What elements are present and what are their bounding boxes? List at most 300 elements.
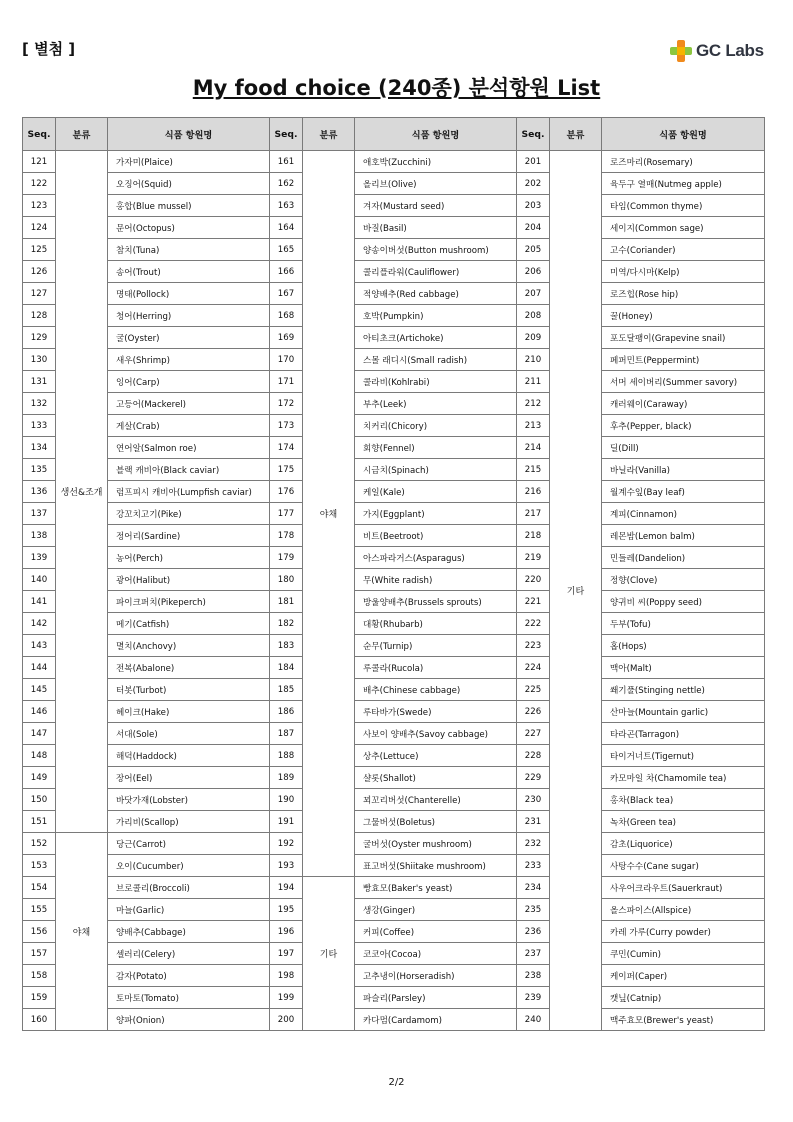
food-antigen-cell: 바닷가재(Lobster) — [108, 789, 270, 811]
food-antigen-cell: 호박(Pumpkin) — [355, 305, 517, 327]
food-antigen-cell: 타라곤(Tarragon) — [602, 723, 765, 745]
seq-cell: 131 — [23, 371, 56, 393]
food-antigen-cell: 문어(Octopus) — [108, 217, 270, 239]
seq-cell: 136 — [23, 481, 56, 503]
seq-cell: 236 — [517, 921, 550, 943]
seq-cell: 230 — [517, 789, 550, 811]
seq-cell: 192 — [270, 833, 303, 855]
food-antigen-cell: 블랙 캐비아(Black caviar) — [108, 459, 270, 481]
food-antigen-cell: 루타바가(Swede) — [355, 701, 517, 723]
seq-cell: 224 — [517, 657, 550, 679]
seq-cell: 229 — [517, 767, 550, 789]
seq-cell: 240 — [517, 1009, 550, 1031]
food-antigen-cell: 적양배추(Red cabbage) — [355, 283, 517, 305]
seq-cell: 198 — [270, 965, 303, 987]
seq-cell: 188 — [270, 745, 303, 767]
food-antigen-cell: 포도달팽이(Grapevine snail) — [602, 327, 765, 349]
seq-cell: 239 — [517, 987, 550, 1009]
seq-cell: 173 — [270, 415, 303, 437]
food-antigen-cell: 농어(Perch) — [108, 547, 270, 569]
food-antigen-cell: 콜라비(Kohlrabi) — [355, 371, 517, 393]
food-antigen-cell: 새우(Shrimp) — [108, 349, 270, 371]
seq-cell: 177 — [270, 503, 303, 525]
food-antigen-cell: 정향(Clove) — [602, 569, 765, 591]
food-antigen-cell: 양파(Onion) — [108, 1009, 270, 1031]
food-antigen-cell: 맥주효모(Brewer's yeast) — [602, 1009, 765, 1031]
food-antigen-cell: 계피(Cinnamon) — [602, 503, 765, 525]
seq-cell: 133 — [23, 415, 56, 437]
page-number: 2/2 — [388, 1077, 405, 1088]
seq-cell: 223 — [517, 635, 550, 657]
seq-cell: 200 — [270, 1009, 303, 1031]
seq-cell: 145 — [23, 679, 56, 701]
seq-cell: 144 — [23, 657, 56, 679]
food-antigen-cell: 스몰 래디시(Small radish) — [355, 349, 517, 371]
seq-cell: 233 — [517, 855, 550, 877]
food-antigen-cell: 터봇(Turbot) — [108, 679, 270, 701]
food-header: 식품 항원명 — [108, 118, 270, 151]
seq-cell: 210 — [517, 349, 550, 371]
food-antigen-cell: 민들레(Dandelion) — [602, 547, 765, 569]
table-row — [23, 437, 765, 459]
seq-cell: 217 — [517, 503, 550, 525]
seq-header: Seq. — [270, 118, 303, 151]
seq-cell: 123 — [23, 195, 56, 217]
seq-cell: 235 — [517, 899, 550, 921]
seq-cell: 216 — [517, 481, 550, 503]
food-antigen-cell: 오이(Cucumber) — [108, 855, 270, 877]
food-header: 식품 항원명 — [602, 118, 765, 151]
table-row — [23, 349, 765, 371]
seq-cell: 161 — [270, 151, 303, 173]
seq-cell: 218 — [517, 525, 550, 547]
food-antigen-cell: 케이퍼(Caper) — [602, 965, 765, 987]
seq-cell: 153 — [23, 855, 56, 877]
food-antigen-cell: 양송이버섯(Button mushroom) — [355, 239, 517, 261]
seq-cell: 176 — [270, 481, 303, 503]
food-antigen-cell: 굴(Oyster) — [108, 327, 270, 349]
food-antigen-cell: 연어알(Salmon roe) — [108, 437, 270, 459]
seq-cell: 158 — [23, 965, 56, 987]
seq-cell: 122 — [23, 173, 56, 195]
food-antigen-cell: 녹차(Green tea) — [602, 811, 765, 833]
seq-cell: 187 — [270, 723, 303, 745]
table-row — [23, 305, 765, 327]
food-antigen-cell: 배추(Chinese cabbage) — [355, 679, 517, 701]
food-antigen-cell: 상추(Lettuce) — [355, 745, 517, 767]
food-antigen-cell: 꿀(Honey) — [602, 305, 765, 327]
food-antigen-cell: 샬롯(Shallot) — [355, 767, 517, 789]
food-antigen-cell: 대황(Rhubarb) — [355, 613, 517, 635]
food-antigen-cell: 코코아(Cocoa) — [355, 943, 517, 965]
table-row — [23, 459, 765, 481]
seq-cell: 234 — [517, 877, 550, 899]
seq-cell: 149 — [23, 767, 56, 789]
food-antigen-cell: 전복(Abalone) — [108, 657, 270, 679]
food-antigen-cell: 맥아(Malt) — [602, 657, 765, 679]
seq-cell: 138 — [23, 525, 56, 547]
table-row — [23, 767, 765, 789]
seq-cell: 195 — [270, 899, 303, 921]
category-cell: 야채 — [303, 151, 355, 877]
food-antigen-cell: 토마토(Tomato) — [108, 987, 270, 1009]
table-row — [23, 855, 765, 877]
seq-cell: 159 — [23, 987, 56, 1009]
food-antigen-cell: 고수(Coriander) — [602, 239, 765, 261]
food-antigen-cell: 서대(Sole) — [108, 723, 270, 745]
category-header: 분류 — [56, 118, 108, 151]
seq-cell: 197 — [270, 943, 303, 965]
table-row — [23, 239, 765, 261]
food-antigen-cell: 페퍼민트(Peppermint) — [602, 349, 765, 371]
food-antigen-cell: 시금치(Spinach) — [355, 459, 517, 481]
seq-cell: 151 — [23, 811, 56, 833]
table-row — [23, 745, 765, 767]
seq-cell: 139 — [23, 547, 56, 569]
seq-cell: 203 — [517, 195, 550, 217]
food-antigen-cell: 세이지(Common sage) — [602, 217, 765, 239]
food-antigen-cell: 표고버섯(Shiitake mushroom) — [355, 855, 517, 877]
seq-cell: 168 — [270, 305, 303, 327]
seq-cell: 178 — [270, 525, 303, 547]
food-antigen-cell: 캣닢(Catnip) — [602, 987, 765, 1009]
food-antigen-cell: 빵효모(Baker's yeast) — [355, 877, 517, 899]
seq-cell: 146 — [23, 701, 56, 723]
food-antigen-cell: 부추(Leek) — [355, 393, 517, 415]
seq-cell: 141 — [23, 591, 56, 613]
table-row — [23, 877, 765, 899]
food-antigen-cell: 양배추(Cabbage) — [108, 921, 270, 943]
seq-cell: 155 — [23, 899, 56, 921]
food-antigen-cell: 메기(Catfish) — [108, 613, 270, 635]
category-header: 분류 — [550, 118, 602, 151]
seq-cell: 171 — [270, 371, 303, 393]
food-antigen-cell: 셀러리(Celery) — [108, 943, 270, 965]
table-header-row — [23, 118, 765, 151]
food-antigen-cell: 쿠민(Cumin) — [602, 943, 765, 965]
food-antigen-cell: 멸치(Anchovy) — [108, 635, 270, 657]
food-antigen-cell: 장어(Eel) — [108, 767, 270, 789]
table-row — [23, 195, 765, 217]
food-antigen-cell: 월계수잎(Bay leaf) — [602, 481, 765, 503]
food-antigen-cell: 무(White radish) — [355, 569, 517, 591]
food-antigen-cell: 가리비(Scallop) — [108, 811, 270, 833]
seq-cell: 181 — [270, 591, 303, 613]
table-row — [23, 921, 765, 943]
food-antigen-cell: 카레 가루(Curry powder) — [602, 921, 765, 943]
table-body — [23, 151, 765, 1031]
food-antigen-cell: 감자(Potato) — [108, 965, 270, 987]
food-antigen-cell: 홍차(Black tea) — [602, 789, 765, 811]
table-row — [23, 415, 765, 437]
seq-cell: 124 — [23, 217, 56, 239]
food-antigen-cell: 사보이 양배추(Savoy cabbage) — [355, 723, 517, 745]
seq-cell: 183 — [270, 635, 303, 657]
table-row — [23, 987, 765, 1009]
seq-header: Seq. — [23, 118, 56, 151]
food-header: 식품 항원명 — [355, 118, 517, 151]
seq-cell: 129 — [23, 327, 56, 349]
food-antigen-cell: 사탕수수(Cane sugar) — [602, 855, 765, 877]
seq-cell: 201 — [517, 151, 550, 173]
seq-cell: 148 — [23, 745, 56, 767]
seq-cell: 228 — [517, 745, 550, 767]
attachment-label: [ 별첨 ] — [22, 40, 76, 58]
seq-cell: 125 — [23, 239, 56, 261]
seq-cell: 206 — [517, 261, 550, 283]
food-antigen-cell: 루콜라(Rucola) — [355, 657, 517, 679]
food-antigen-cell: 카다멈(Cardamom) — [355, 1009, 517, 1031]
seq-cell: 186 — [270, 701, 303, 723]
seq-cell: 147 — [23, 723, 56, 745]
seq-cell: 211 — [517, 371, 550, 393]
food-antigen-cell: 홉(Hops) — [602, 635, 765, 657]
food-antigen-cell: 레몬밤(Lemon balm) — [602, 525, 765, 547]
seq-cell: 231 — [517, 811, 550, 833]
food-antigen-cell: 케일(Kale) — [355, 481, 517, 503]
seq-cell: 179 — [270, 547, 303, 569]
table-row — [23, 1009, 765, 1031]
seq-cell: 208 — [517, 305, 550, 327]
table-row — [23, 481, 765, 503]
seq-cell: 140 — [23, 569, 56, 591]
food-antigen-cell: 캐러웨이(Caraway) — [602, 393, 765, 415]
food-antigen-cell: 감초(Liquorice) — [602, 833, 765, 855]
table-row — [23, 657, 765, 679]
seq-cell: 132 — [23, 393, 56, 415]
food-antigen-cell: 로즈힙(Rose hip) — [602, 283, 765, 305]
table-row — [23, 833, 765, 855]
category-cell: 야채 — [56, 833, 108, 1031]
food-antigen-table — [22, 117, 765, 1031]
food-antigen-cell: 송어(Trout) — [108, 261, 270, 283]
seq-cell: 166 — [270, 261, 303, 283]
table-row — [23, 943, 765, 965]
seq-cell: 135 — [23, 459, 56, 481]
table-row — [23, 635, 765, 657]
seq-cell: 156 — [23, 921, 56, 943]
food-antigen-cell: 순무(Turnip) — [355, 635, 517, 657]
food-antigen-cell: 두부(Tofu) — [602, 613, 765, 635]
seq-cell: 170 — [270, 349, 303, 371]
table-row — [23, 371, 765, 393]
seq-cell: 191 — [270, 811, 303, 833]
food-antigen-cell: 고추냉이(Horseradish) — [355, 965, 517, 987]
table-row — [23, 591, 765, 613]
food-antigen-cell: 서머 세이버리(Summer savory) — [602, 371, 765, 393]
food-antigen-cell: 애호박(Zucchini) — [355, 151, 517, 173]
table-row — [23, 811, 765, 833]
food-antigen-cell: 참치(Tuna) — [108, 239, 270, 261]
gc-labs-logo — [668, 38, 764, 64]
seq-cell: 209 — [517, 327, 550, 349]
seq-cell: 189 — [270, 767, 303, 789]
seq-cell: 165 — [270, 239, 303, 261]
food-antigen-cell: 타이거너트(Tigernut) — [602, 745, 765, 767]
food-antigen-cell: 가자미(Plaice) — [108, 151, 270, 173]
category-cell: 기타 — [550, 151, 602, 1031]
seq-cell: 182 — [270, 613, 303, 635]
food-antigen-cell: 타임(Common thyme) — [602, 195, 765, 217]
category-header: 분류 — [303, 118, 355, 151]
food-antigen-cell: 올스파이스(Allspice) — [602, 899, 765, 921]
table-row — [23, 899, 765, 921]
seq-cell: 152 — [23, 833, 56, 855]
food-antigen-cell: 정어리(Sardine) — [108, 525, 270, 547]
table-row — [23, 283, 765, 305]
seq-cell: 184 — [270, 657, 303, 679]
category-cell: 기타 — [303, 877, 355, 1031]
seq-cell: 205 — [517, 239, 550, 261]
food-antigen-cell: 고등어(Mackerel) — [108, 393, 270, 415]
table-row — [23, 569, 765, 591]
food-antigen-cell: 미역/다시마(Kelp) — [602, 261, 765, 283]
food-antigen-cell: 치커리(Chicory) — [355, 415, 517, 437]
food-antigen-cell: 굴버섯(Oyster mushroom) — [355, 833, 517, 855]
seq-cell: 172 — [270, 393, 303, 415]
food-antigen-cell: 겨자(Mustard seed) — [355, 195, 517, 217]
table-row — [23, 217, 765, 239]
seq-cell: 121 — [23, 151, 56, 173]
seq-cell: 225 — [517, 679, 550, 701]
food-antigen-cell: 커피(Coffee) — [355, 921, 517, 943]
food-antigen-cell: 명태(Pollock) — [108, 283, 270, 305]
seq-cell: 126 — [23, 261, 56, 283]
seq-cell: 237 — [517, 943, 550, 965]
food-antigen-cell: 홍합(Blue mussel) — [108, 195, 270, 217]
seq-cell: 219 — [517, 547, 550, 569]
seq-cell: 162 — [270, 173, 303, 195]
seq-cell: 207 — [517, 283, 550, 305]
seq-cell: 134 — [23, 437, 56, 459]
seq-cell: 190 — [270, 789, 303, 811]
seq-cell: 137 — [23, 503, 56, 525]
seq-cell: 196 — [270, 921, 303, 943]
seq-cell: 185 — [270, 679, 303, 701]
food-antigen-cell: 바닐라(Vanilla) — [602, 459, 765, 481]
seq-cell: 157 — [23, 943, 56, 965]
seq-cell: 199 — [270, 987, 303, 1009]
food-antigen-cell: 비트(Beetroot) — [355, 525, 517, 547]
seq-cell: 150 — [23, 789, 56, 811]
seq-cell: 221 — [517, 591, 550, 613]
seq-cell: 202 — [517, 173, 550, 195]
food-antigen-cell: 로즈마리(Rosemary) — [602, 151, 765, 173]
food-antigen-cell: 육두구 열매(Nutmeg apple) — [602, 173, 765, 195]
seq-cell: 127 — [23, 283, 56, 305]
seq-cell: 167 — [270, 283, 303, 305]
food-antigen-cell: 오징어(Squid) — [108, 173, 270, 195]
table-row — [23, 613, 765, 635]
table-row — [23, 723, 765, 745]
seq-cell: 227 — [517, 723, 550, 745]
seq-cell: 213 — [517, 415, 550, 437]
food-antigen-cell: 럼프피시 캐비아(Lumpfish caviar) — [108, 481, 270, 503]
seq-cell: 193 — [270, 855, 303, 877]
seq-cell: 154 — [23, 877, 56, 899]
category-cell: 생선&조개 — [56, 151, 108, 833]
table-row — [23, 151, 765, 173]
food-antigen-cell: 생강(Ginger) — [355, 899, 517, 921]
seq-cell: 174 — [270, 437, 303, 459]
seq-cell: 180 — [270, 569, 303, 591]
seq-cell: 175 — [270, 459, 303, 481]
food-antigen-cell: 청어(Herring) — [108, 305, 270, 327]
food-antigen-cell: 회향(Fennel) — [355, 437, 517, 459]
seq-cell: 143 — [23, 635, 56, 657]
food-antigen-cell: 해덕(Haddock) — [108, 745, 270, 767]
food-antigen-cell: 광어(Halibut) — [108, 569, 270, 591]
seq-cell: 212 — [517, 393, 550, 415]
table-row — [23, 393, 765, 415]
seq-cell: 238 — [517, 965, 550, 987]
food-antigen-cell: 브로콜리(Broccoli) — [108, 877, 270, 899]
food-antigen-cell: 파이크퍼치(Pikeperch) — [108, 591, 270, 613]
table-row — [23, 965, 765, 987]
food-antigen-cell: 마늘(Garlic) — [108, 899, 270, 921]
seq-cell: 163 — [270, 195, 303, 217]
food-antigen-cell: 쐐기풀(Stinging nettle) — [602, 679, 765, 701]
table-row — [23, 701, 765, 723]
food-antigen-cell: 딜(Dill) — [602, 437, 765, 459]
food-antigen-cell: 당근(Carrot) — [108, 833, 270, 855]
food-antigen-cell: 카모마일 차(Chamomile tea) — [602, 767, 765, 789]
seq-cell: 204 — [517, 217, 550, 239]
food-antigen-cell: 아스파라거스(Asparagus) — [355, 547, 517, 569]
food-antigen-cell: 강꼬치고기(Pike) — [108, 503, 270, 525]
food-antigen-cell: 올리브(Olive) — [355, 173, 517, 195]
table-row — [23, 173, 765, 195]
table-row — [23, 547, 765, 569]
seq-cell: 222 — [517, 613, 550, 635]
food-antigen-cell: 파슬리(Parsley) — [355, 987, 517, 1009]
seq-cell: 232 — [517, 833, 550, 855]
seq-cell: 214 — [517, 437, 550, 459]
gc-cross-icon — [668, 38, 694, 64]
food-antigen-cell: 게살(Crab) — [108, 415, 270, 437]
food-antigen-cell: 후추(Pepper, black) — [602, 415, 765, 437]
seq-cell: 169 — [270, 327, 303, 349]
table-row — [23, 525, 765, 547]
food-antigen-cell: 산마늘(Mountain garlic) — [602, 701, 765, 723]
table-row — [23, 327, 765, 349]
table-row — [23, 679, 765, 701]
seq-cell: 128 — [23, 305, 56, 327]
food-antigen-cell: 가지(Eggplant) — [355, 503, 517, 525]
seq-cell: 130 — [23, 349, 56, 371]
seq-cell: 142 — [23, 613, 56, 635]
food-antigen-cell: 잉어(Carp) — [108, 371, 270, 393]
food-antigen-cell: 방울양배추(Brussels sprouts) — [355, 591, 517, 613]
food-antigen-cell: 사우어크라우트(Sauerkraut) — [602, 877, 765, 899]
seq-header: Seq. — [517, 118, 550, 151]
logo-text: GC Labs — [696, 41, 764, 60]
food-antigen-cell: 콜리플라워(Cauliflower) — [355, 261, 517, 283]
food-antigen-cell: 바질(Basil) — [355, 217, 517, 239]
food-antigen-cell: 양귀비 씨(Poppy seed) — [602, 591, 765, 613]
food-antigen-cell: 그물버섯(Boletus) — [355, 811, 517, 833]
seq-cell: 164 — [270, 217, 303, 239]
food-antigen-cell: 꾀꼬리버섯(Chanterelle) — [355, 789, 517, 811]
seq-cell: 215 — [517, 459, 550, 481]
table-row — [23, 261, 765, 283]
seq-cell: 194 — [270, 877, 303, 899]
table-row — [23, 503, 765, 525]
page-title: My food choice (240종) 분석항원 List — [192, 76, 601, 100]
table-row — [23, 789, 765, 811]
seq-cell: 226 — [517, 701, 550, 723]
seq-cell: 160 — [23, 1009, 56, 1031]
